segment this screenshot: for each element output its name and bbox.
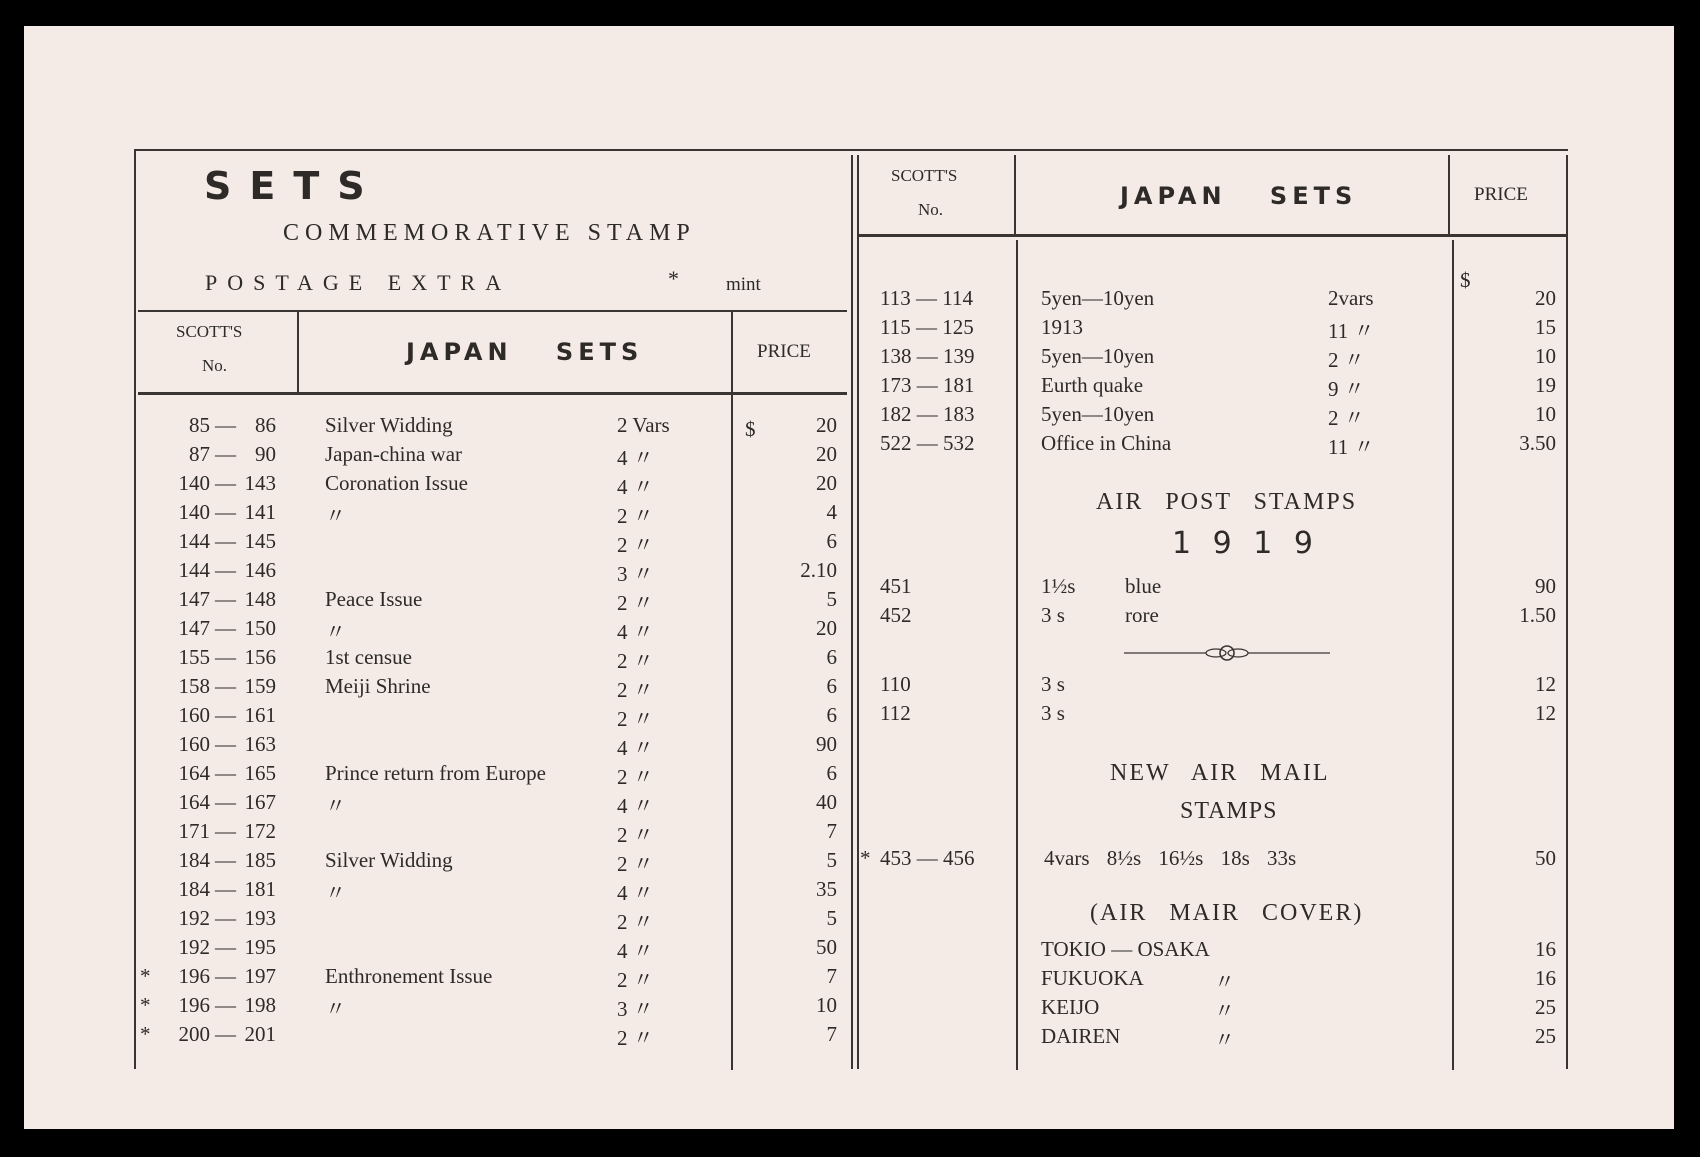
scott-from: 85 xyxy=(189,413,210,437)
right-table-row xyxy=(0,402,1700,431)
scott-to: 146 xyxy=(244,558,276,582)
set-qty: 4 〃 xyxy=(617,881,654,905)
scott-from: 192 xyxy=(178,906,210,930)
scott-from: 196 xyxy=(178,993,210,1017)
right-col-scott-label: SCOTT'S xyxy=(891,166,958,185)
set-price: 35 xyxy=(816,877,837,901)
right-colhead-rule xyxy=(857,234,1566,237)
set-qty: 11 〃 xyxy=(1328,435,1375,459)
set-name: 5yen—10yen xyxy=(1041,402,1155,426)
set-name: 〃 xyxy=(325,504,346,528)
new-air-star: * xyxy=(860,846,871,870)
set-qty: 2 〃 xyxy=(617,504,654,528)
ornament-divider xyxy=(1124,641,1330,670)
left-table-row xyxy=(0,732,860,761)
scott-range: 113 — 114 xyxy=(880,286,973,310)
scott-dash: — xyxy=(215,558,236,582)
air-post-row xyxy=(0,574,1700,603)
scott-from: 147 xyxy=(178,616,210,640)
scott-dash: — xyxy=(215,964,236,988)
cover-row xyxy=(0,995,1700,1024)
left-table-row xyxy=(0,500,860,529)
set-qty: 3 〃 xyxy=(617,562,654,586)
scott-dash: — xyxy=(215,993,236,1017)
cover-price: 25 xyxy=(1535,1024,1556,1048)
cover-ditto: 〃 xyxy=(1214,970,1235,994)
left-table-row xyxy=(0,877,860,906)
scott-from: 196 xyxy=(178,964,210,988)
scott-to: 165 xyxy=(244,761,276,785)
set-name: Office in China xyxy=(1041,431,1172,455)
set-name: Silver Widding xyxy=(325,413,453,437)
cover-row xyxy=(0,937,1700,966)
stamp-price: 12 xyxy=(1535,701,1556,725)
set-price: 20 xyxy=(816,413,837,437)
set-name: Coronation Issue xyxy=(325,471,468,495)
scott-range: 182 — 183 xyxy=(880,402,975,426)
set-price: 10 xyxy=(1535,402,1556,426)
scott-no: 452 xyxy=(880,603,912,627)
set-name: Japan-china war xyxy=(325,442,463,466)
left-col-price-label: PRICE xyxy=(757,341,811,362)
set-qty: 2 〃 xyxy=(617,765,654,789)
set-price: 20 xyxy=(816,442,837,466)
scott-from: 192 xyxy=(178,935,210,959)
scott-from: 147 xyxy=(178,587,210,611)
set-price: 15 xyxy=(1535,315,1556,339)
set-qty: 2vars xyxy=(1328,286,1374,310)
left-table-row xyxy=(0,529,860,558)
scott-dash: — xyxy=(215,529,236,553)
new-air-title-2: STAMPS xyxy=(1180,798,1278,824)
scott-to: 197 xyxy=(244,964,276,988)
scott-no: 112 xyxy=(880,701,911,725)
right-col-no-label: No. xyxy=(918,200,944,219)
scott-to: 159 xyxy=(244,674,276,698)
set-name: 5yen—10yen xyxy=(1041,286,1155,310)
scott-to: 143 xyxy=(244,471,276,495)
set-qty: 4 〃 xyxy=(617,794,654,818)
set-qty: 2 〃 xyxy=(617,678,654,702)
set-price: 6 xyxy=(826,761,837,785)
scott-from: 184 xyxy=(178,848,210,872)
set-qty: 4 〃 xyxy=(617,939,654,963)
left-table-row xyxy=(0,906,860,935)
cover-route: DAIREN xyxy=(1041,1024,1121,1048)
air-post-year: 1 9 1 9 xyxy=(1172,526,1319,561)
stamp-color: blue xyxy=(1125,574,1162,598)
scott-dash: — xyxy=(215,645,236,669)
scott-to: 185 xyxy=(244,848,276,872)
set-name: Enthronement Issue xyxy=(325,964,493,988)
scott-to: 150 xyxy=(244,616,276,640)
set-price: 20 xyxy=(816,471,837,495)
right-col-sets-label: JAPAN SETS xyxy=(1120,182,1358,210)
scott-to: 198 xyxy=(244,993,276,1017)
set-price: 4 xyxy=(826,500,837,524)
scott-dash: — xyxy=(215,587,236,611)
scott-no: 110 xyxy=(880,672,911,696)
scott-from: 160 xyxy=(178,732,210,756)
scott-from: 144 xyxy=(178,529,210,553)
row-star: * xyxy=(140,993,151,1017)
new-air-row xyxy=(0,846,1700,875)
mint-label: mint xyxy=(726,274,761,295)
scott-to: 145 xyxy=(244,529,276,553)
scott-from: 158 xyxy=(178,674,210,698)
right-currency-sign: $ xyxy=(1460,268,1471,292)
scott-dash: — xyxy=(215,413,236,437)
set-qty: 3 〃 xyxy=(617,997,654,1021)
right-col-sep-1 xyxy=(1014,155,1016,235)
scott-from: 87 xyxy=(189,442,210,466)
subtitle: COMMEMORATIVE STAMP xyxy=(283,220,696,246)
set-qty: 2 〃 xyxy=(617,910,654,934)
row-star: * xyxy=(140,1022,151,1046)
row-star: * xyxy=(140,964,151,988)
scott-no: 451 xyxy=(880,574,912,598)
scott-to: 141 xyxy=(244,500,276,524)
set-name: Prince return from Europe xyxy=(325,761,547,785)
scott-to: 195 xyxy=(244,935,276,959)
set-name: Meiji Shrine xyxy=(325,674,431,698)
set-price: 7 xyxy=(826,819,837,843)
set-qty: 2 Vars xyxy=(617,413,670,437)
right-col-sep-2 xyxy=(1448,155,1450,235)
left-currency-sign: $ xyxy=(745,417,756,441)
set-price: 6 xyxy=(826,529,837,553)
cover-row xyxy=(0,1024,1700,1053)
scott-range: 522 — 532 xyxy=(880,431,975,455)
left-table-row xyxy=(0,761,860,790)
set-price: 5 xyxy=(826,587,837,611)
set-price: 10 xyxy=(1535,344,1556,368)
scott-from: 200 xyxy=(178,1022,210,1046)
scott-dash: — xyxy=(215,848,236,872)
air-post-row xyxy=(0,672,1700,701)
scott-dash: — xyxy=(215,819,236,843)
air-post-title: AIR POST STAMPS xyxy=(1096,489,1358,515)
set-price: 7 xyxy=(826,1022,837,1046)
scott-to: 167 xyxy=(244,790,276,814)
page-title: SETS xyxy=(204,164,383,208)
right-table-row xyxy=(0,286,1700,315)
cover-ditto: 〃 xyxy=(1214,1028,1235,1052)
scott-range: 138 — 139 xyxy=(880,344,975,368)
set-name: 1913 xyxy=(1041,315,1083,339)
scott-dash: — xyxy=(215,761,236,785)
set-price: 5 xyxy=(826,848,837,872)
set-qty: 2 〃 xyxy=(1328,348,1365,372)
scott-dash: — xyxy=(215,790,236,814)
denomination: 3 s xyxy=(1041,603,1065,627)
right-col-price-label: PRICE xyxy=(1474,184,1528,205)
scott-dash: — xyxy=(215,1022,236,1046)
set-name: 1st censue xyxy=(325,645,412,669)
new-air-price: 50 xyxy=(1535,846,1556,870)
cover-route: FUKUOKA xyxy=(1041,966,1144,990)
set-name: 〃 xyxy=(325,794,346,818)
denomination: 3 s xyxy=(1041,672,1065,696)
set-name: 〃 xyxy=(325,997,346,1021)
denomination: 3 s xyxy=(1041,701,1065,725)
scott-from: 140 xyxy=(178,500,210,524)
scott-dash: — xyxy=(215,442,236,466)
left-table-row xyxy=(0,790,860,819)
scott-from: 171 xyxy=(178,819,210,843)
scott-dash: — xyxy=(215,877,236,901)
mint-star: * xyxy=(668,266,679,291)
set-price: 20 xyxy=(1535,286,1556,310)
right-table-row xyxy=(0,431,1700,460)
scott-from: 184 xyxy=(178,877,210,901)
scott-to: 148 xyxy=(244,587,276,611)
stamp-color: rore xyxy=(1125,603,1159,627)
scott-to: 193 xyxy=(244,906,276,930)
scott-to: 161 xyxy=(244,703,276,727)
right-table-row xyxy=(0,373,1700,402)
new-air-scott: 453 — 456 xyxy=(880,846,975,870)
right-table-row xyxy=(0,344,1700,373)
scott-from: 144 xyxy=(178,558,210,582)
left-col-scott-label: SCOTT'S xyxy=(176,322,243,341)
set-price: 5 xyxy=(826,906,837,930)
left-table-row xyxy=(0,471,860,500)
set-name: Peace Issue xyxy=(325,587,423,611)
scott-to: 181 xyxy=(244,877,276,901)
set-price: 7 xyxy=(826,964,837,988)
air-post-row xyxy=(0,701,1700,730)
scott-to: 90 xyxy=(255,442,276,466)
set-qty: 2 〃 xyxy=(617,707,654,731)
right-table-row xyxy=(0,315,1700,344)
cover-price: 16 xyxy=(1535,966,1556,990)
scott-to: 86 xyxy=(255,413,276,437)
scott-dash: — xyxy=(215,732,236,756)
set-qty: 2 〃 xyxy=(617,591,654,615)
left-col-no-label: No. xyxy=(202,356,228,375)
scott-to: 172 xyxy=(244,819,276,843)
scott-range: 173 — 181 xyxy=(880,373,975,397)
left-col-sets-label: JAPAN SETS xyxy=(406,338,644,366)
set-price: 40 xyxy=(816,790,837,814)
set-price: 20 xyxy=(816,616,837,640)
set-qty: 2 〃 xyxy=(617,649,654,673)
set-qty: 2 〃 xyxy=(617,533,654,557)
new-air-title: NEW AIR MAIL xyxy=(1110,760,1330,786)
set-name: Eurth quake xyxy=(1041,373,1144,397)
set-price: 6 xyxy=(826,703,837,727)
set-qty: 2 〃 xyxy=(617,823,654,847)
set-price: 19 xyxy=(1535,373,1556,397)
cover-title: (AIR MAIR COVER) xyxy=(1090,900,1364,926)
set-price: 6 xyxy=(826,674,837,698)
scott-from: 155 xyxy=(178,645,210,669)
denomination: 1½s xyxy=(1041,574,1076,598)
cover-route: TOKIO — OSAKA xyxy=(1041,937,1210,961)
set-price: 50 xyxy=(816,935,837,959)
set-price: 3.50 xyxy=(1519,431,1556,455)
set-qty: 2 〃 xyxy=(617,1026,654,1050)
scott-dash: — xyxy=(215,500,236,524)
set-name: Silver Widding xyxy=(325,848,453,872)
scott-from: 160 xyxy=(178,703,210,727)
scott-to: 156 xyxy=(244,645,276,669)
cover-row xyxy=(0,966,1700,995)
postage-note: POSTAGE EXTRA xyxy=(205,270,512,295)
scott-dash: — xyxy=(215,703,236,727)
set-qty: 2 〃 xyxy=(617,968,654,992)
set-qty: 9 〃 xyxy=(1328,377,1365,401)
left-table-row xyxy=(0,645,860,674)
new-air-desc: 4vars 8½s 16½s 18s 33s xyxy=(1044,846,1297,870)
scott-dash: — xyxy=(215,906,236,930)
scott-from: 164 xyxy=(178,790,210,814)
set-qty: 2 〃 xyxy=(617,852,654,876)
set-qty: 4 〃 xyxy=(617,620,654,644)
scott-dash: — xyxy=(215,471,236,495)
set-name: 〃 xyxy=(325,881,346,905)
air-post-row xyxy=(0,603,1700,632)
cover-price: 16 xyxy=(1535,937,1556,961)
scott-to: 201 xyxy=(244,1022,276,1046)
set-qty: 4 〃 xyxy=(617,736,654,760)
stamp-price: 12 xyxy=(1535,672,1556,696)
set-qty: 2 〃 xyxy=(1328,406,1365,430)
set-qty: 4 〃 xyxy=(617,446,654,470)
set-price: 6 xyxy=(826,645,837,669)
set-qty: 11 〃 xyxy=(1328,319,1375,343)
set-name: 5yen—10yen xyxy=(1041,344,1155,368)
frame-top-rule xyxy=(134,149,1568,151)
set-price: 10 xyxy=(816,993,837,1017)
scott-to: 163 xyxy=(244,732,276,756)
cover-price: 25 xyxy=(1535,995,1556,1019)
set-price: 90 xyxy=(816,732,837,756)
flourish-ornament-icon xyxy=(1124,641,1330,665)
set-price: 2.10 xyxy=(800,558,837,582)
scott-dash: — xyxy=(215,616,236,640)
scott-range: 115 — 125 xyxy=(880,315,974,339)
cover-route: KEIJO xyxy=(1041,995,1100,1019)
cover-ditto: 〃 xyxy=(1214,999,1235,1023)
set-name: 〃 xyxy=(325,620,346,644)
stamp-price: 90 xyxy=(1535,574,1556,598)
stamp-price: 1.50 xyxy=(1519,603,1556,627)
left-table-row xyxy=(0,819,860,848)
scott-from: 164 xyxy=(178,761,210,785)
scott-dash: — xyxy=(215,674,236,698)
scott-from: 140 xyxy=(178,471,210,495)
scott-dash: — xyxy=(215,935,236,959)
set-qty: 4 〃 xyxy=(617,475,654,499)
